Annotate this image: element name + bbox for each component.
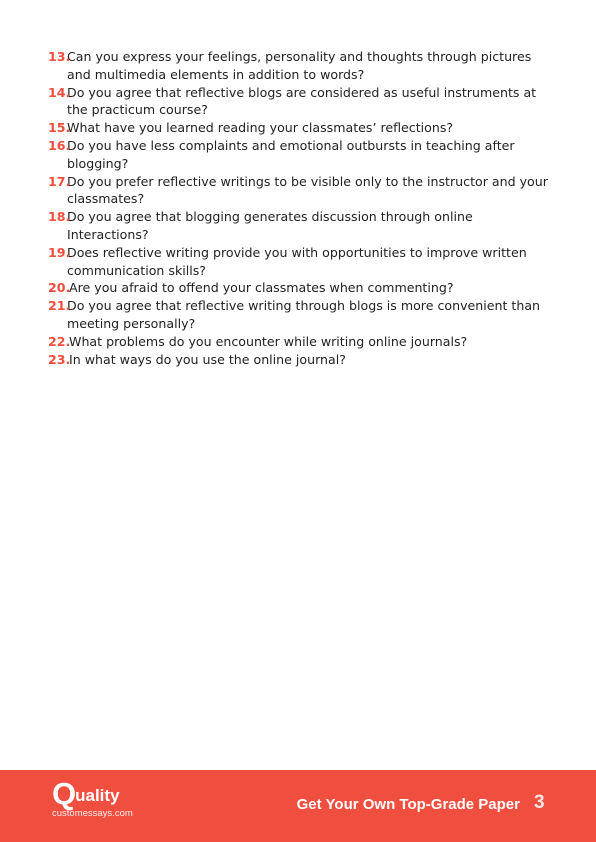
question-number: 18. bbox=[48, 209, 71, 225]
question-number: 20. bbox=[48, 280, 71, 296]
question-number: 19. bbox=[48, 244, 71, 260]
question-item bbox=[48, 333, 558, 351]
question-text: Do you prefer reflective writings to be visible only to the instructor and your classmates? bbox=[67, 173, 548, 207]
question-item bbox=[48, 208, 558, 244]
question-text: Does reflective writing provide you with opportunities to improve written communication skills? bbox=[67, 244, 527, 278]
question-number: 21. bbox=[48, 298, 71, 314]
question-text: Do you agree that reflective blogs are considered as useful instruments at the practicum course? bbox=[67, 84, 537, 118]
question-text: Are you afraid to offend your classmates when commenting? bbox=[69, 280, 454, 296]
logo-rest: uality bbox=[75, 786, 120, 805]
question-text: What problems do you encounter while writing online journals? bbox=[69, 333, 468, 349]
question-number: 23. bbox=[48, 351, 71, 367]
question-text: Do you agree that reflective writing through blogs is more convenient than meeting personally? bbox=[67, 298, 541, 331]
question-item bbox=[48, 137, 558, 173]
question-item bbox=[48, 48, 558, 84]
page-footer bbox=[0, 770, 596, 842]
question-item bbox=[48, 173, 558, 209]
question-number: 14. bbox=[48, 84, 71, 100]
question-text: Can you express your feelings, personality and thoughts through pictures and multimedia elements in addition to words? bbox=[67, 49, 532, 82]
question-item bbox=[48, 119, 558, 137]
question-item bbox=[48, 297, 558, 333]
question-list bbox=[48, 48, 558, 368]
question-text: Do you agree that blogging generates discussion through online Interactions? bbox=[67, 209, 473, 242]
question-number: 13. bbox=[48, 49, 71, 64]
question-text: In what ways do you use the online journal? bbox=[69, 351, 346, 367]
logo-website: customessays.com bbox=[52, 808, 133, 819]
question-item bbox=[48, 279, 558, 297]
question-text: What have you learned reading your classmates’ reflections? bbox=[67, 120, 454, 136]
question-number: 22. bbox=[48, 333, 71, 349]
page-number: 3 bbox=[534, 792, 545, 813]
cta-text: Get Your Own Top-Grade Paper bbox=[296, 796, 520, 813]
question-number: 15. bbox=[48, 120, 71, 136]
question-item bbox=[48, 244, 558, 280]
question-text: Do you have less complaints and emotional outbursts in teaching after blogging? bbox=[67, 137, 515, 171]
question-number: 17. bbox=[48, 173, 71, 189]
question-number: 16. bbox=[48, 137, 71, 153]
logo-wordmark bbox=[52, 776, 133, 811]
question-item bbox=[48, 351, 558, 369]
question-item bbox=[48, 84, 558, 120]
logo-initial: Q bbox=[52, 776, 76, 811]
quality-logo bbox=[52, 776, 133, 819]
